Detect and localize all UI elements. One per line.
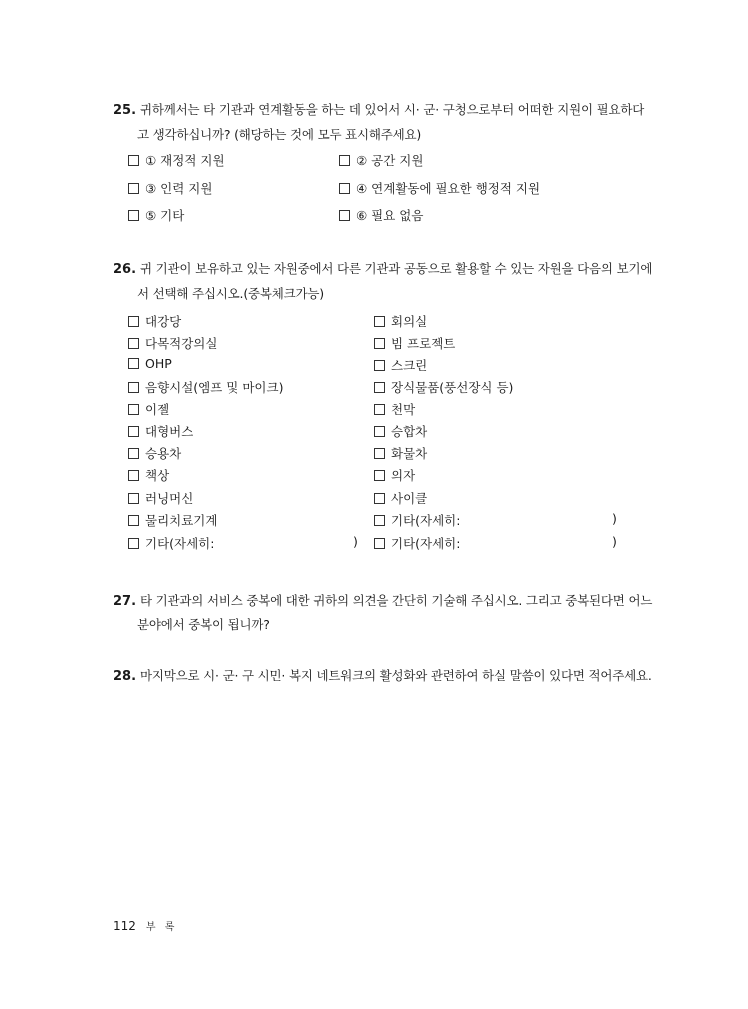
checkbox[interactable] (339, 183, 350, 194)
resource-label: 음향시설(엠프 및 마이크) (145, 380, 284, 395)
checkbox[interactable] (128, 210, 139, 221)
close-paren: ) (612, 511, 617, 526)
resource-item[interactable] (374, 378, 513, 396)
checkbox[interactable] (128, 338, 139, 349)
question-26 (113, 259, 652, 277)
resource-label: 물리치료기계 (145, 513, 218, 528)
checkbox[interactable] (128, 382, 139, 393)
checkbox[interactable] (128, 470, 139, 481)
resource-label: 책상 (145, 468, 170, 483)
resource-item[interactable] (128, 466, 169, 484)
resource-label: 장식물품(풍선장식 등) (391, 380, 514, 395)
option-label: ② 공간 지원 (356, 153, 424, 168)
option-label: ⑥ 필요 없음 (356, 208, 424, 223)
option-item[interactable] (128, 179, 212, 197)
resource-item[interactable] (374, 489, 427, 507)
resource-label: 대형버스 (145, 424, 194, 439)
resource-label: 승용차 (145, 446, 182, 461)
resource-label: 승합차 (391, 424, 428, 439)
question-text-line1: 귀 기관이 보유하고 있는 자원중에서 다른 기관과 공동으로 활용할 수 있는 자원을 다음의 보기에 (140, 261, 653, 276)
resource-item[interactable] (128, 422, 193, 440)
question-text-line1: 귀하께서는 타 기관과 연계활동을 하는 데 있어서 시· 군· 구청으로부터 어떠한 지원이 필요하다 (140, 102, 645, 117)
resource-item[interactable] (128, 356, 172, 371)
resource-item[interactable] (128, 489, 193, 507)
resource-label: 기타(자세히: (145, 536, 215, 551)
checkbox[interactable] (374, 382, 385, 393)
checkbox[interactable] (128, 183, 139, 194)
question-27 (113, 591, 652, 609)
checkbox[interactable] (374, 360, 385, 371)
close-paren: ) (612, 534, 617, 549)
question-text-line2: 분야에서 중복이 됩니까? (137, 617, 270, 632)
resource-label: 빔 프로젝트 (391, 336, 456, 351)
resource-item-other[interactable] (374, 511, 460, 529)
resource-label: 기타(자세히: (391, 513, 461, 528)
section-label: 부 록 (145, 922, 178, 933)
resource-item[interactable] (374, 334, 455, 352)
resource-label: 기타(자세히: (391, 536, 461, 551)
resource-item[interactable] (128, 378, 283, 396)
question-number: 27. (113, 594, 137, 609)
option-item[interactable] (128, 151, 225, 169)
checkbox[interactable] (374, 426, 385, 437)
question-number: 25. (113, 103, 137, 118)
checkbox[interactable] (128, 538, 139, 549)
checkbox[interactable] (374, 493, 385, 504)
resource-item[interactable] (374, 422, 427, 440)
question-text-line2: 서 선택해 주십시오.(중복체크가능) (137, 286, 324, 301)
checkbox[interactable] (128, 316, 139, 327)
page-footer (113, 918, 177, 933)
question-text-line1: 타 기관과의 서비스 중복에 대한 귀하의 의견을 간단히 기술해 주십시오. 그리고 중복된다면 어느 (140, 593, 653, 608)
resource-item[interactable] (128, 444, 181, 462)
resource-label: OHP (145, 356, 172, 371)
checkbox[interactable] (374, 448, 385, 459)
resource-item[interactable] (374, 466, 415, 484)
question-number: 26. (113, 262, 137, 277)
page-number: 112 (113, 919, 136, 933)
resource-item[interactable] (128, 334, 217, 352)
option-item[interactable] (128, 206, 184, 224)
checkbox[interactable] (374, 404, 385, 415)
option-item[interactable] (339, 179, 540, 197)
checkbox[interactable] (128, 426, 139, 437)
checkbox[interactable] (374, 316, 385, 327)
checkbox[interactable] (374, 338, 385, 349)
question-text-line2: 고 생각하십니까? (해당하는 것에 모두 표시해주세요) (137, 127, 422, 142)
question-number: 28. (113, 669, 137, 684)
question-25 (113, 100, 644, 118)
resource-item-other[interactable] (374, 534, 460, 552)
checkbox[interactable] (374, 470, 385, 481)
checkbox[interactable] (339, 155, 350, 166)
resource-item[interactable] (128, 511, 217, 529)
option-label: ⑤ 기타 (145, 208, 185, 223)
question-28 (113, 666, 652, 684)
resource-item[interactable] (374, 444, 427, 462)
resource-label: 스크린 (391, 358, 428, 373)
resource-item-other[interactable] (128, 534, 214, 552)
close-paren: ) (353, 534, 358, 549)
resource-label: 다목적강의실 (145, 336, 218, 351)
resource-item[interactable] (374, 312, 427, 330)
question-text-line1: 마지막으로 시· 군· 구 시민· 복지 네트워크의 활성화와 관련하여 하실 말씀이 있다면 적어주세요. (140, 668, 652, 683)
resource-item[interactable] (128, 400, 169, 418)
resource-item[interactable] (374, 400, 415, 418)
checkbox[interactable] (128, 448, 139, 459)
resource-label: 의자 (391, 468, 416, 483)
resource-item[interactable] (128, 312, 181, 330)
option-label: ③ 인력 지원 (145, 181, 213, 196)
resource-label: 회의실 (391, 314, 428, 329)
option-item[interactable] (339, 206, 423, 224)
checkbox[interactable] (128, 155, 139, 166)
resource-label: 러닝머신 (145, 491, 194, 506)
checkbox[interactable] (128, 515, 139, 526)
resource-item[interactable] (374, 356, 427, 374)
option-item[interactable] (339, 151, 423, 169)
resource-label: 천막 (391, 402, 416, 417)
resource-label: 사이클 (391, 491, 428, 506)
resource-label: 화물차 (391, 446, 428, 461)
option-label: ① 재정적 지원 (145, 153, 225, 168)
checkbox[interactable] (128, 404, 139, 415)
checkbox[interactable] (374, 515, 385, 526)
checkbox[interactable] (128, 358, 139, 369)
checkbox[interactable] (339, 210, 350, 221)
resource-label: 대강당 (145, 314, 182, 329)
option-label: ④ 연계활동에 필요한 행정적 지원 (356, 181, 541, 196)
checkbox[interactable] (128, 493, 139, 504)
resource-label: 이젤 (145, 402, 170, 417)
checkbox[interactable] (374, 538, 385, 549)
